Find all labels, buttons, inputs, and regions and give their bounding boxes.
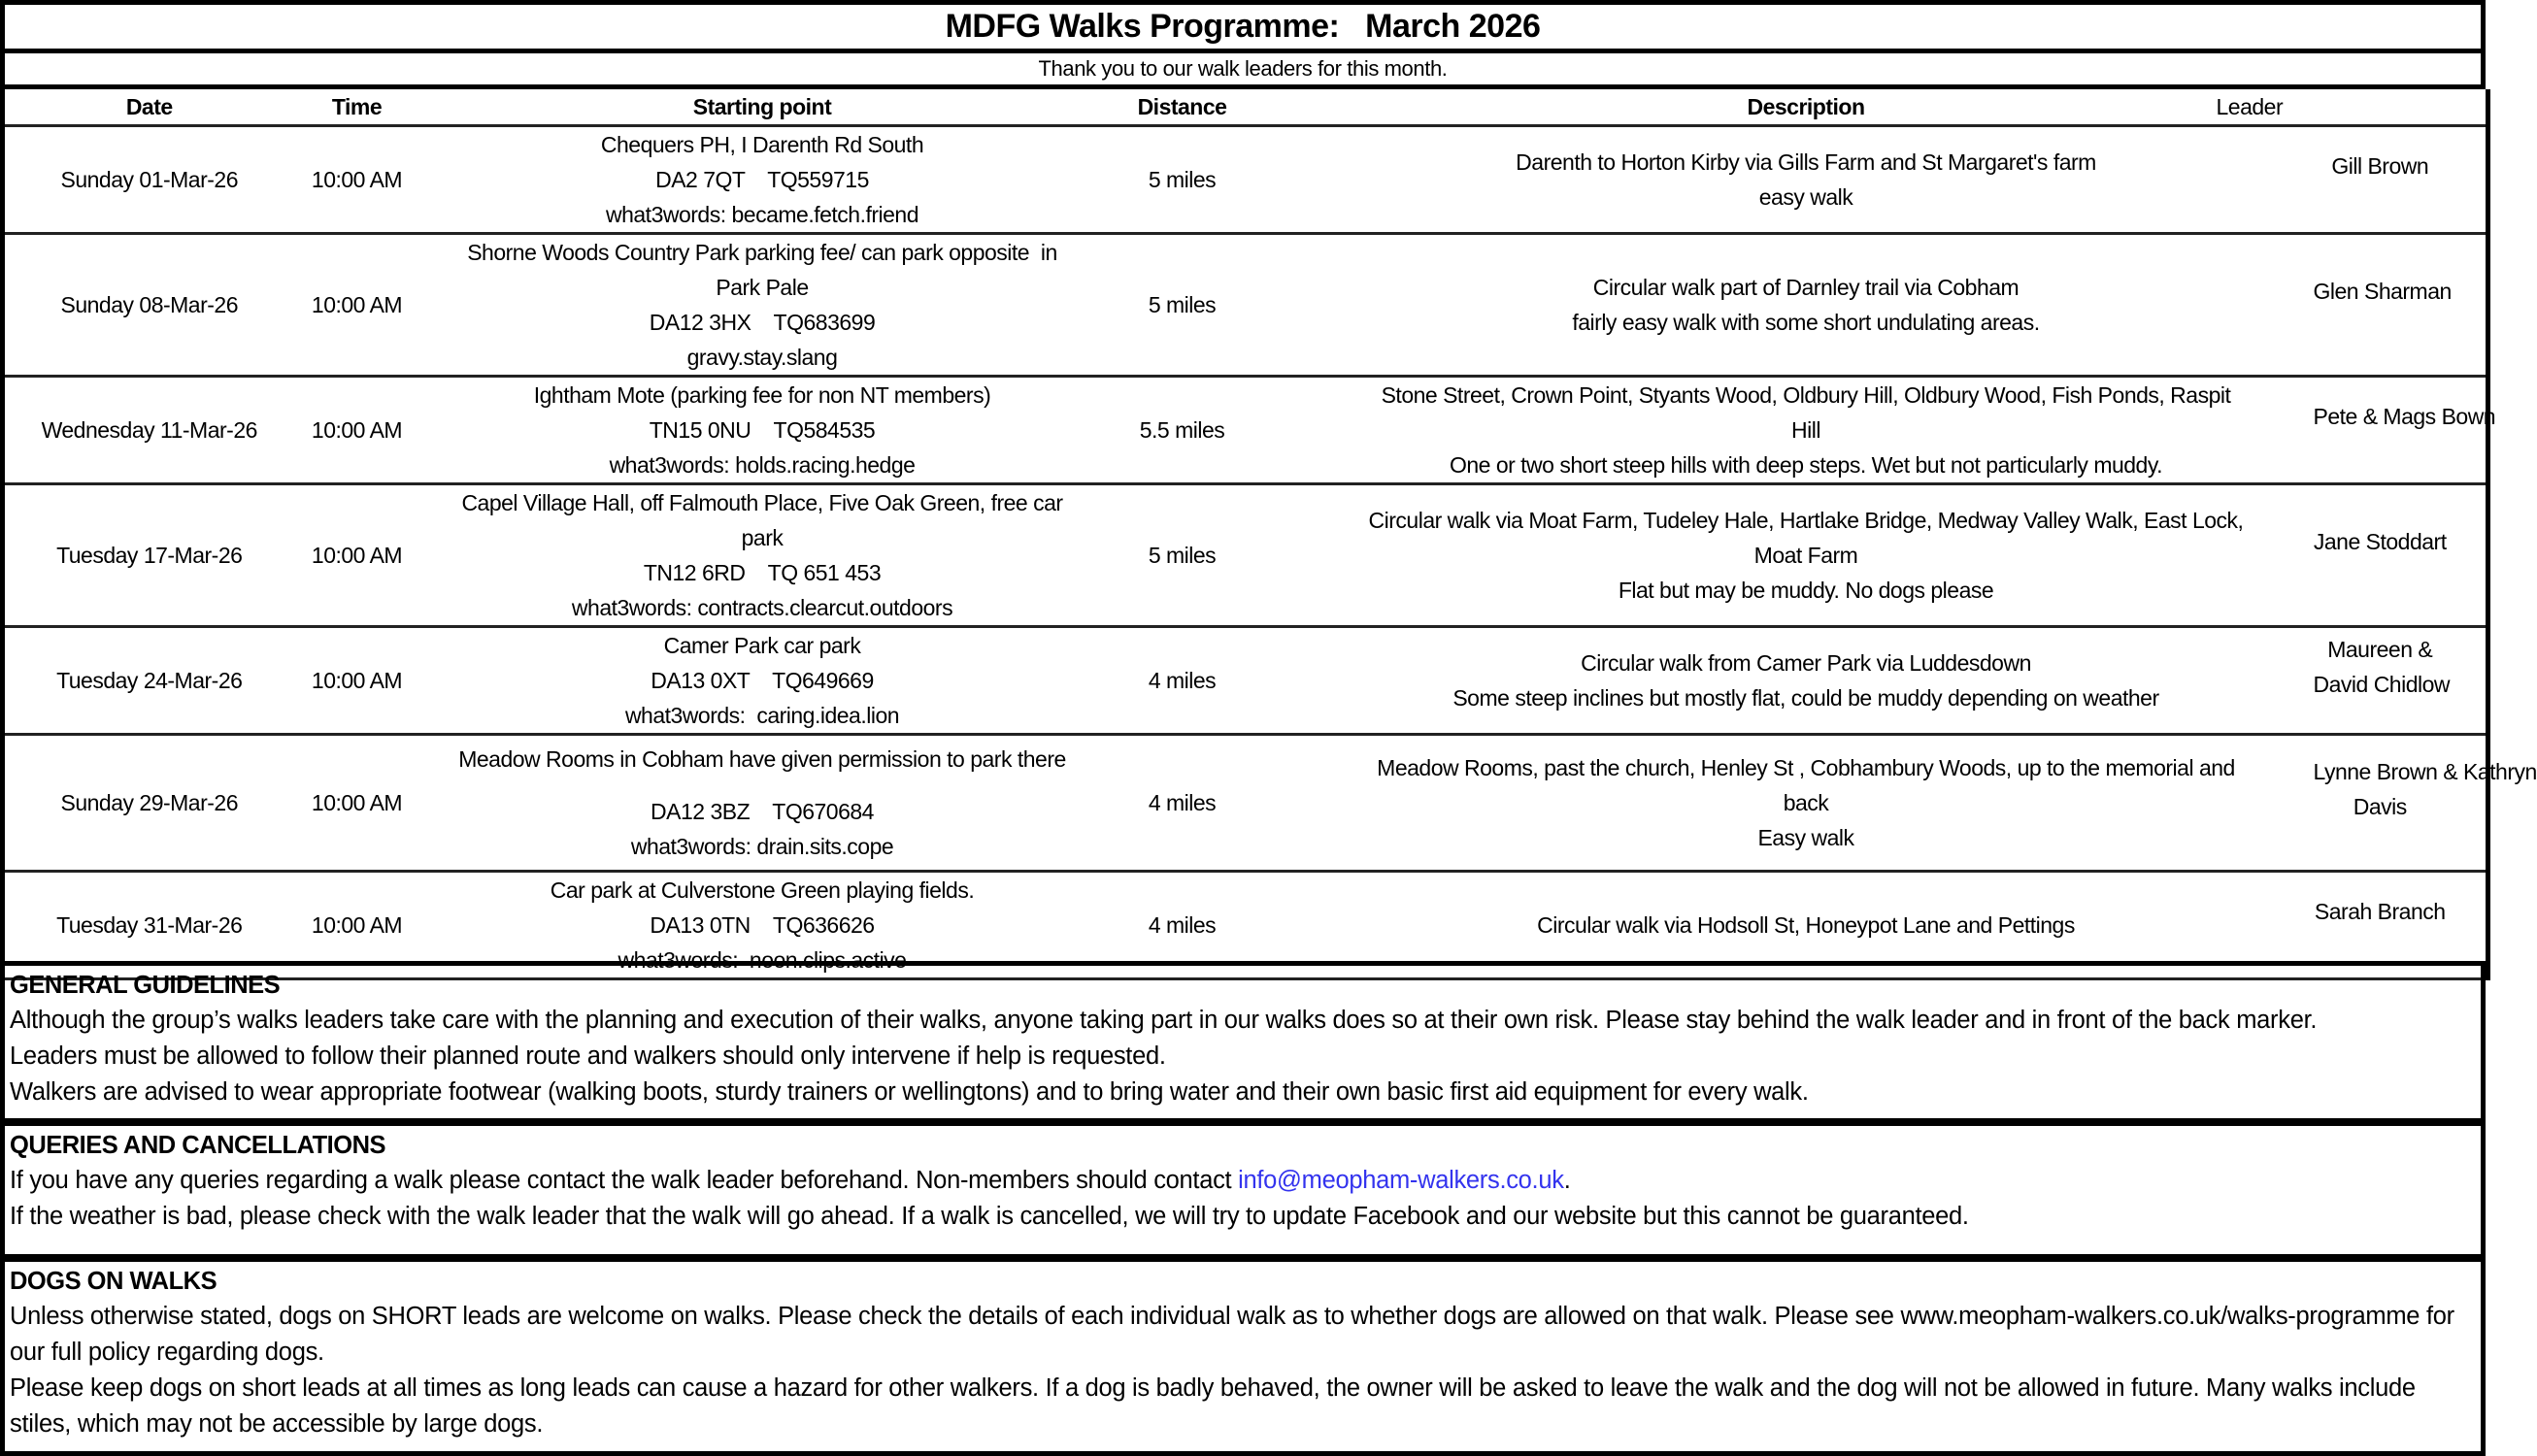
guidelines-line: Leaders must be allowed to follow their planned route and walkers should only intervene if help is requested. xyxy=(10,1042,1166,1070)
walk-starting-point xyxy=(420,484,1105,627)
description-line: Stone Street, Crown Point, Styants Wood, Oldbury Hill, Oldbury Wood, Fish Ponds, Raspit xyxy=(1381,382,2231,408)
description-line: fairly easy walk with some short undulating areas. xyxy=(1572,310,2040,335)
starting-point-line: what3words: contracts.clearcut.outdoors xyxy=(571,595,953,620)
dogs-section xyxy=(0,1257,2486,1456)
starting-point-line: Car park at Culverstone Green playing fields. xyxy=(550,877,975,903)
guidelines-line: Although the group’s walks leaders take care with the planning and execution of their walks, anyone taking part in our walks does so at their own risk. Please stay behind the walk leader and in front of the back marker. xyxy=(10,1007,2318,1034)
description-line: Circular walk via Hodsoll St, Honeypot Lane and Pettings xyxy=(1537,912,2075,938)
walk-distance: 4 miles xyxy=(1105,627,1260,735)
walk-time: 10:00 AM xyxy=(294,627,420,735)
walk-row xyxy=(3,377,2488,484)
walk-distance: 4 miles xyxy=(1105,735,1260,872)
walk-row xyxy=(3,735,2488,872)
dogs-heading: DOGS ON WALKS xyxy=(10,1268,217,1295)
walk-time: 10:00 AM xyxy=(294,484,420,627)
guidelines-heading: GENERAL GUIDELINES xyxy=(10,972,281,999)
walk-date: Wednesday 11-Mar-26 xyxy=(3,377,294,484)
queries-heading: QUERIES AND CANCELLATIONS xyxy=(10,1132,386,1159)
leader-name-line: David Chidlow xyxy=(2313,672,2451,697)
walk-starting-point xyxy=(420,126,1105,234)
description-line: back xyxy=(1783,790,1829,815)
column-header-time: Time xyxy=(294,89,420,126)
dogs-line: Unless otherwise stated, dogs on SHORT leads are welcome on walks. Please check the details of each individual walk as to whether dogs are allowed on that walk. Please see www.meopham-walkers.co.uk/walks-programme for our full policy regarding dogs. xyxy=(10,1303,2454,1366)
starting-point-line: what3words: became.fetch.friend xyxy=(605,202,918,227)
walk-date: Sunday 08-Mar-26 xyxy=(3,234,294,377)
page-title: MDFG Walks Programme: March 2026 xyxy=(945,8,1541,45)
walk-distance: 5 miles xyxy=(1105,234,1260,377)
starting-point-line: what3words: noon.clips.active xyxy=(618,947,907,973)
walks-table xyxy=(0,89,2537,980)
starting-point-line: Meadow Rooms in Cobham have given permission to park there xyxy=(458,746,1066,772)
leader-name-line: Maureen & xyxy=(2327,637,2433,662)
description-line: Moat Farm xyxy=(1753,543,1858,568)
starting-point-line: DA12 3BZ TQ670684 xyxy=(651,799,874,824)
email-link[interactable]: info@meopham-walkers.co.uk xyxy=(1238,1167,1564,1194)
leader-name-line: Glen Sharman xyxy=(2313,279,2452,304)
leader-name-line: Lynne Brown & Kathryn xyxy=(2313,759,2537,784)
leader-name-line: Davis xyxy=(2353,794,2407,819)
walk-row xyxy=(3,234,2488,377)
queries-line: If the weather is bad, please check with the walk leader that the walk will go ahead. If a walk is cancelled, we will try to update Facebook and our website but this cannot be guaranteed. xyxy=(10,1203,1969,1230)
leader-names xyxy=(2314,894,2448,929)
walk-time: 10:00 AM xyxy=(294,126,420,234)
starting-point-line: gravy.stay.slang xyxy=(686,345,838,370)
leader-names xyxy=(2313,754,2537,824)
walk-leader xyxy=(2313,627,2488,735)
leader-name-line: Pete & Mags Bown xyxy=(2313,404,2496,429)
starting-point-line: TN15 0NU TQ584535 xyxy=(649,417,876,443)
column-header-distance: Distance xyxy=(1105,89,1260,126)
starting-point-line: DA12 3HX TQ683699 xyxy=(649,310,876,335)
general-guidelines-section xyxy=(0,961,2486,1123)
walk-description xyxy=(1260,484,2353,627)
walk-description xyxy=(1260,627,2353,735)
starting-point-line: Shorne Woods Country Park parking fee/ can park opposite in xyxy=(467,240,1057,265)
starting-point-line: Chequers PH, I Darenth Rd South xyxy=(600,132,924,157)
description-line: Circular walk via Moat Farm, Tudeley Hale, Hartlake Bridge, Medway Valley Walk, East Lock, xyxy=(1368,508,2244,533)
walk-distance: 5 miles xyxy=(1105,126,1260,234)
walk-date: Tuesday 31-Mar-26 xyxy=(3,872,294,979)
starting-point-line xyxy=(420,777,1105,794)
walk-leader xyxy=(2313,735,2537,872)
column-header-date: Date xyxy=(3,89,294,126)
walk-time: 10:00 AM xyxy=(294,234,420,377)
description-line: Darenth to Horton Kirby via Gills Farm and St Margaret's farm xyxy=(1516,149,2096,175)
walk-description xyxy=(1260,735,2353,872)
walk-row xyxy=(3,484,2488,627)
leader-names xyxy=(2313,274,2452,309)
description-line: One or two short steep hills with deep steps. Wet but not particularly muddy. xyxy=(1449,452,2163,478)
leader-names xyxy=(2314,524,2448,559)
walk-description xyxy=(1260,377,2353,484)
dogs-line: Please keep dogs on short leads at all times as long leads can cause a hazard for other walkers. If a dog is badly behaved, the owner will be asked to leave the walk and the dog will not be allowed in future. Many walks include stiles, which may not be accessible by large dogs. xyxy=(10,1374,2416,1438)
walk-date: Tuesday 24-Mar-26 xyxy=(3,627,294,735)
starting-point-line: Park Pale xyxy=(716,275,809,300)
walk-leader xyxy=(2313,234,2488,377)
description-line: Hill xyxy=(1791,417,1820,443)
starting-point-line: Camer Park car park xyxy=(663,633,861,658)
column-header-starting-point: Starting point xyxy=(420,89,1105,126)
table-header-row xyxy=(3,89,2488,126)
walk-starting-point xyxy=(420,735,1105,872)
walk-leader xyxy=(2313,484,2488,627)
leader-name-line: Gill Brown xyxy=(2331,153,2429,179)
guidelines-line: Walkers are advised to wear appropriate footwear (walking boots, sturdy trainers or wellingtons) and to bring water and their own basic first aid equipment for every walk. xyxy=(10,1078,1809,1106)
walk-row xyxy=(3,627,2488,735)
starting-point-line: DA13 0XT TQ649669 xyxy=(651,668,874,693)
leader-names xyxy=(2313,632,2451,702)
walk-distance: 4 miles xyxy=(1105,872,1260,979)
description-line: Easy walk xyxy=(1757,825,1854,850)
walk-distance: 5 miles xyxy=(1105,484,1260,627)
description-line: easy walk xyxy=(1758,184,1853,210)
page-subtitle: Thank you to our walk leaders for this month. xyxy=(1038,56,1448,81)
description-line: Some steep inclines but mostly flat, could be muddy depending on weather xyxy=(1452,685,2159,711)
description-line: Meadow Rooms, past the church, Henley St , Cobhambury Woods, up to the memorial and xyxy=(1377,755,2235,780)
walk-description xyxy=(1260,234,2353,377)
starting-point-line: DA2 7QT TQ559715 xyxy=(655,167,869,192)
starting-point-line: park xyxy=(741,525,784,550)
walk-date: Tuesday 17-Mar-26 xyxy=(3,484,294,627)
starting-point-line: what3words: caring.idea.lion xyxy=(624,703,900,728)
leader-name-line: Jane Stoddart xyxy=(2313,529,2447,554)
walk-starting-point xyxy=(420,377,1105,484)
walk-starting-point xyxy=(420,234,1105,377)
walk-time: 10:00 AM xyxy=(294,735,420,872)
column-header-description: Description xyxy=(1260,89,2353,126)
description-line: Flat but may be muddy. No dogs please xyxy=(1618,578,1994,603)
description-line: Circular walk part of Darnley trail via Cobham xyxy=(1592,275,2020,300)
leader-names xyxy=(2313,399,2496,434)
starting-point-line: Ightham Mote (parking fee for non NT members) xyxy=(533,382,991,408)
walk-time: 10:00 AM xyxy=(294,872,420,979)
walk-description xyxy=(1260,126,2353,234)
starting-point-line: TN12 6RD TQ 651 453 xyxy=(643,560,882,585)
queries-section xyxy=(0,1121,2486,1259)
starting-point-line: DA13 0TN TQ636626 xyxy=(650,912,875,938)
walk-distance: 5.5 miles xyxy=(1105,377,1260,484)
column-header-leader: Leader xyxy=(2217,89,2353,126)
walk-leader xyxy=(2331,126,2488,234)
leader-names xyxy=(2314,149,2448,183)
title-banner xyxy=(0,0,2486,53)
walk-row xyxy=(3,126,2488,234)
subtitle-banner xyxy=(0,53,2486,89)
queries-line xyxy=(10,1163,2476,1199)
starting-point-line: what3words: holds.racing.hedge xyxy=(609,452,916,478)
walk-leader xyxy=(2313,377,2496,484)
leader-name-line: Sarah Branch xyxy=(2314,899,2446,924)
starting-point-line: Capel Village Hall, off Falmouth Place, Five Oak Green, free car xyxy=(461,490,1063,515)
starting-point-line: what3words: drain.sits.cope xyxy=(630,834,894,859)
walk-date: Sunday 01-Mar-26 xyxy=(3,126,294,234)
queries-text-end: . xyxy=(1563,1167,1571,1194)
description-line: Circular walk from Camer Park via Luddesdown xyxy=(1581,650,2031,676)
walk-date: Sunday 29-Mar-26 xyxy=(3,735,294,872)
walk-time: 10:00 AM xyxy=(294,377,420,484)
walk-starting-point xyxy=(420,627,1105,735)
queries-text: If you have any queries regarding a walk please contact the walk leader beforehand. Non-members should contact xyxy=(10,1167,1239,1194)
